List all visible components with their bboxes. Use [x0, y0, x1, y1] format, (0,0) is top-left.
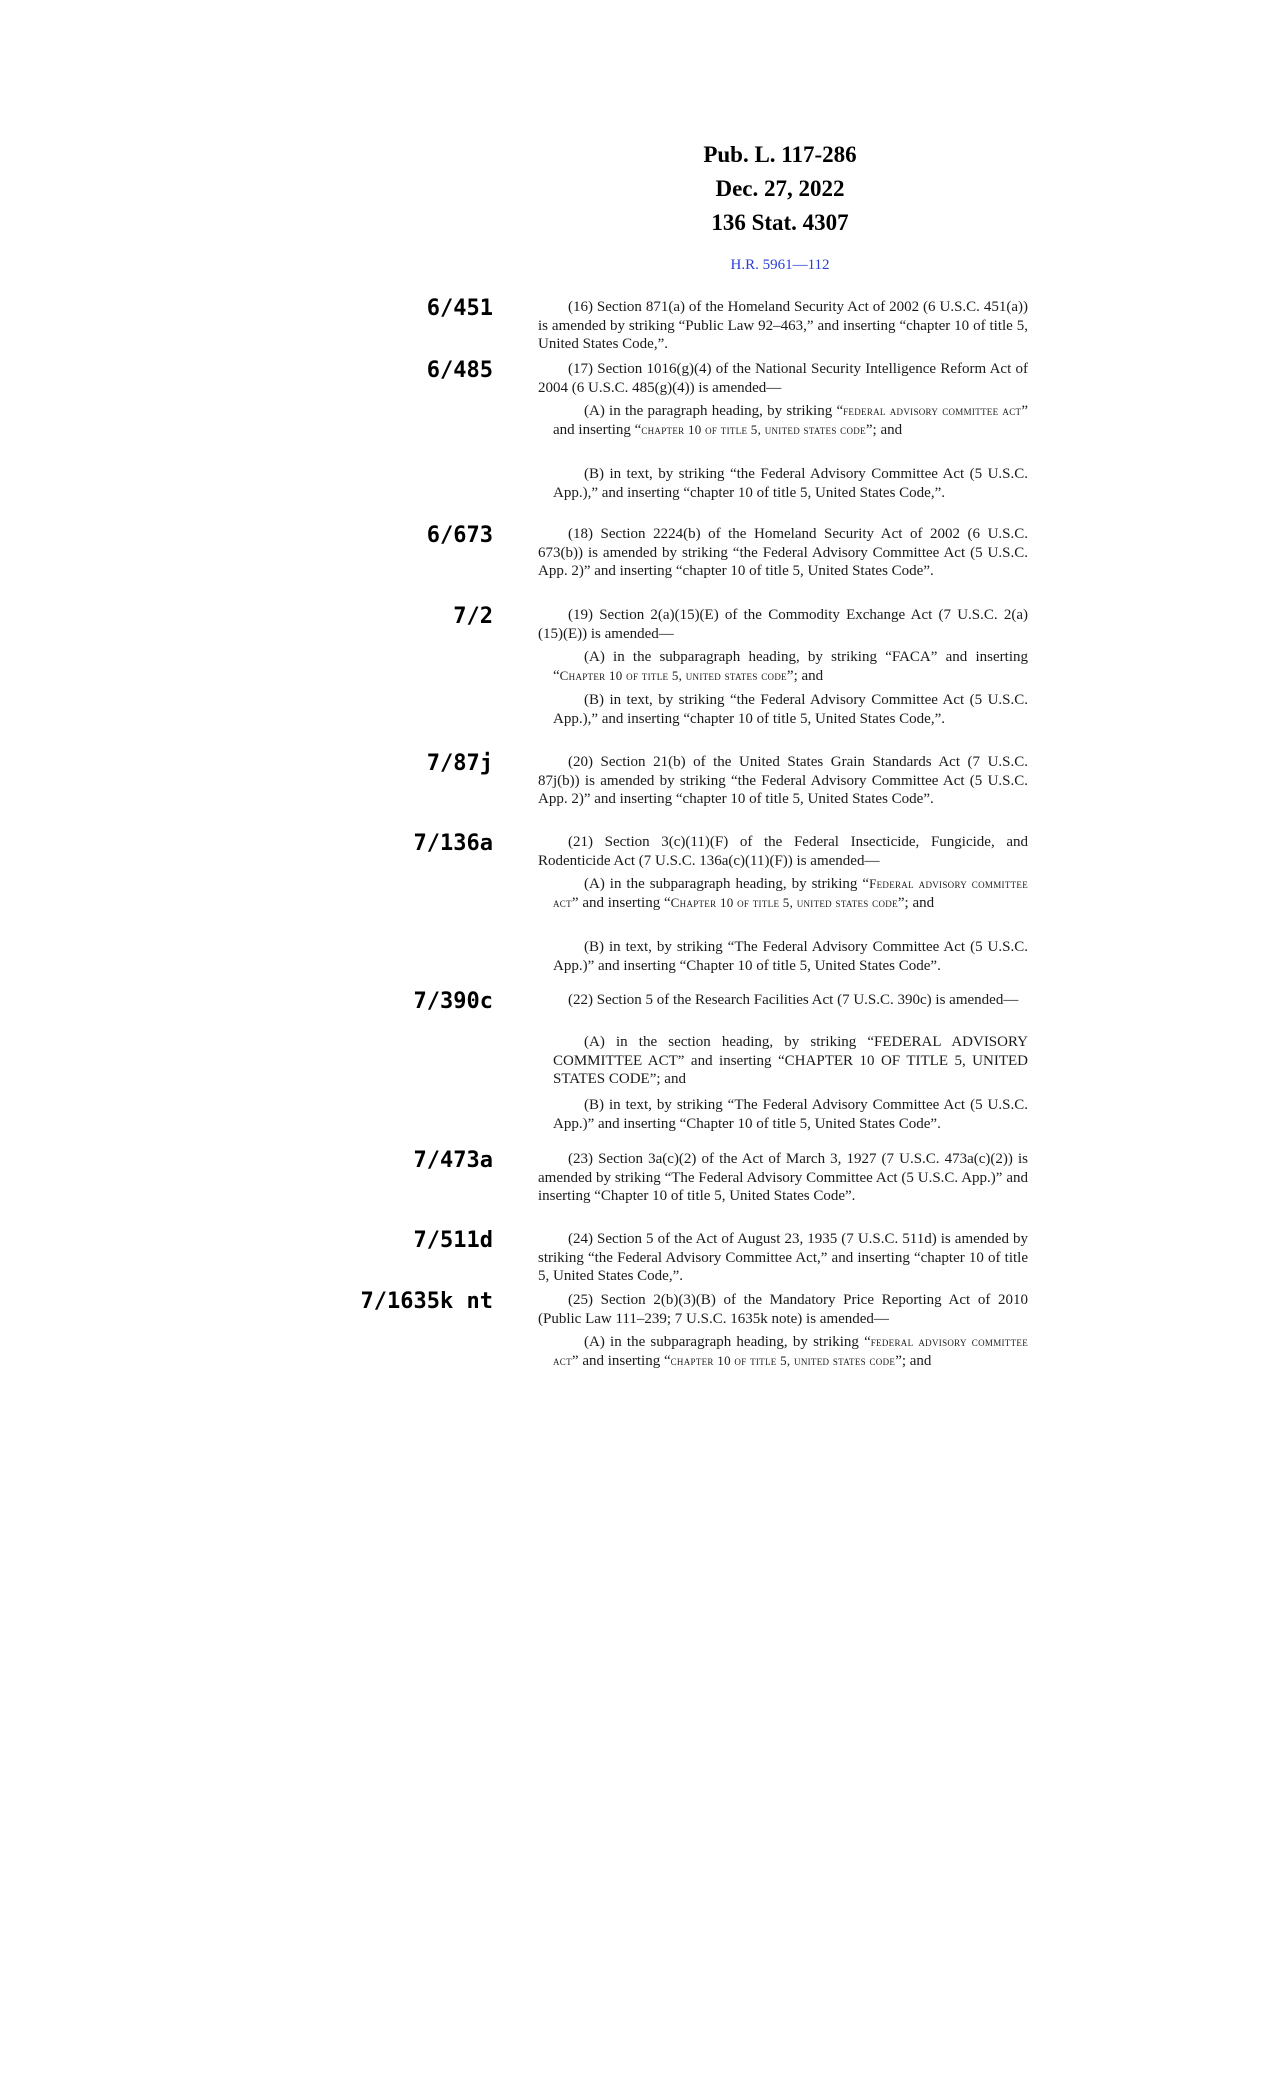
margin-citation: 7/136a — [413, 831, 493, 856]
margin-citation: 7/390c — [413, 989, 493, 1014]
section-text: (19) Section 2(a)(15)(E) of the Commodity Exchange Act (7 U.S.C. 2(a)(15)(E)) is amended— — [538, 607, 1028, 642]
subparagraph: (A) in the subparagraph heading, by striking “Federal advisory committee act” and inserting “Chapter 10 of title 5, united states code”; and — [553, 876, 1029, 911]
statute-page: 136 Stat. 4307 — [711, 210, 849, 235]
margin-citation: 7/511d — [413, 1228, 493, 1253]
public-law-number: Pub. L. 117-286 — [703, 142, 857, 167]
subparagraph: (B) in text, by striking “The Federal Advisory Committee Act (5 U.S.C. App.)” and inserting “Chapter 10 of title 5, United States Code”. — [553, 939, 1028, 974]
bill-page-reference[interactable]: H.R. 5961—112 — [730, 257, 830, 273]
section-text: (18) Section 2224(b) of the Homeland Security Act of 2002 (6 U.S.C. 673(b)) is amended by striking “the Federal Advisory Committee Act (5 U.S.C. App. 2)” and inserting “chapter 10 of title 5, United States Code”. — [538, 526, 1028, 579]
law-header — [600, 138, 960, 240]
margin-citation: 6/451 — [426, 296, 493, 321]
subparagraph: (A) in the section heading, by striking “FEDERAL ADVISORY COMMITTEE ACT” and inserting “CHAPTER 10 OF TITLE 5, UNITED STATES CODE”; and — [553, 1034, 1028, 1087]
subparagraph: (B) in text, by striking “the Federal Advisory Committee Act (5 U.S.C. App.),” and inserting “chapter 10 of title 5, United States Code,”. — [553, 692, 1028, 727]
margin-citation: 6/673 — [426, 523, 493, 548]
section-text: (16) Section 871(a) of the Homeland Security Act of 2002 (6 U.S.C. 451(a)) is amended by striking “Public Law 92–463,” and inserting “chapter 10 of title 5, United States Code,”. — [538, 299, 1028, 352]
subparagraph: (A) in the subparagraph heading, by striking “FACA” and inserting “Chapter 10 of title 5, united states code”; and — [553, 649, 1028, 684]
section-text: (25) Section 2(b)(3)(B) of the Mandatory Price Reporting Act of 2010 (Public Law 111–239; 7 U.S.C. 1635k note) is amended— — [538, 1292, 1028, 1327]
margin-citation: 6/485 — [426, 358, 493, 383]
section-text: (24) Section 5 of the Act of August 23, 1935 (7 U.S.C. 511d) is amended by striking “the Federal Advisory Committee Act,” and inserting “chapter 10 of title 5, United States Code,”. — [538, 1231, 1028, 1284]
margin-citation: 7/1635k nt — [360, 1289, 493, 1314]
section-text: (20) Section 21(b) of the United States Grain Standards Act (7 U.S.C. 87j(b)) is amended by striking “the Federal Advisory Committee Act (5 U.S.C. App. 2)” and inserting “chapter 10 of title 5, United States Code”. — [538, 754, 1028, 807]
section-text: (23) Section 3a(c)(2) of the Act of March 3, 1927 (7 U.S.C. 473a(c)(2)) is amended by striking “The Federal Advisory Committee Act (5 U.S.C. App.)” and inserting “Chapter 10 of title 5, United States Code”. — [538, 1151, 1028, 1204]
subparagraph: (B) in text, by striking “The Federal Advisory Committee Act (5 U.S.C. App.)” and inserting “Chapter 10 of title 5, United States Code”. — [553, 1097, 1028, 1132]
section-text: (22) Section 5 of the Research Facilities Act (7 U.S.C. 390c) is amended— — [568, 992, 1019, 1008]
margin-citation: 7/2 — [453, 604, 493, 629]
subparagraph: (A) in the paragraph heading, by striking “federal advisory committee act” and inserting “chapter 10 of title 5, united states code”; and — [553, 403, 1028, 438]
subparagraph: (A) in the subparagraph heading, by striking “federal advisory committee act” and inserting “chapter 10 of title 5, united states code”; and — [553, 1334, 1028, 1369]
margin-citation: 7/87j — [426, 751, 493, 776]
section-text: (21) Section 3(c)(11)(F) of the Federal Insecticide, Fungicide, and Rodenticide Act (7 U.S.C. 136a(c)(11)(F)) is amended— — [538, 834, 1028, 869]
subparagraph: (B) in text, by striking “the Federal Advisory Committee Act (5 U.S.C. App.),” and inserting “chapter 10 of title 5, United States Code,”. — [553, 466, 1028, 501]
margin-citation: 7/473a — [413, 1148, 493, 1173]
section-text: (17) Section 1016(g)(4) of the National Security Intelligence Reform Act of 2004 (6 U.S.C. 485(g)(4)) is amended— — [538, 361, 1028, 396]
enactment-date: Dec. 27, 2022 — [715, 176, 845, 201]
